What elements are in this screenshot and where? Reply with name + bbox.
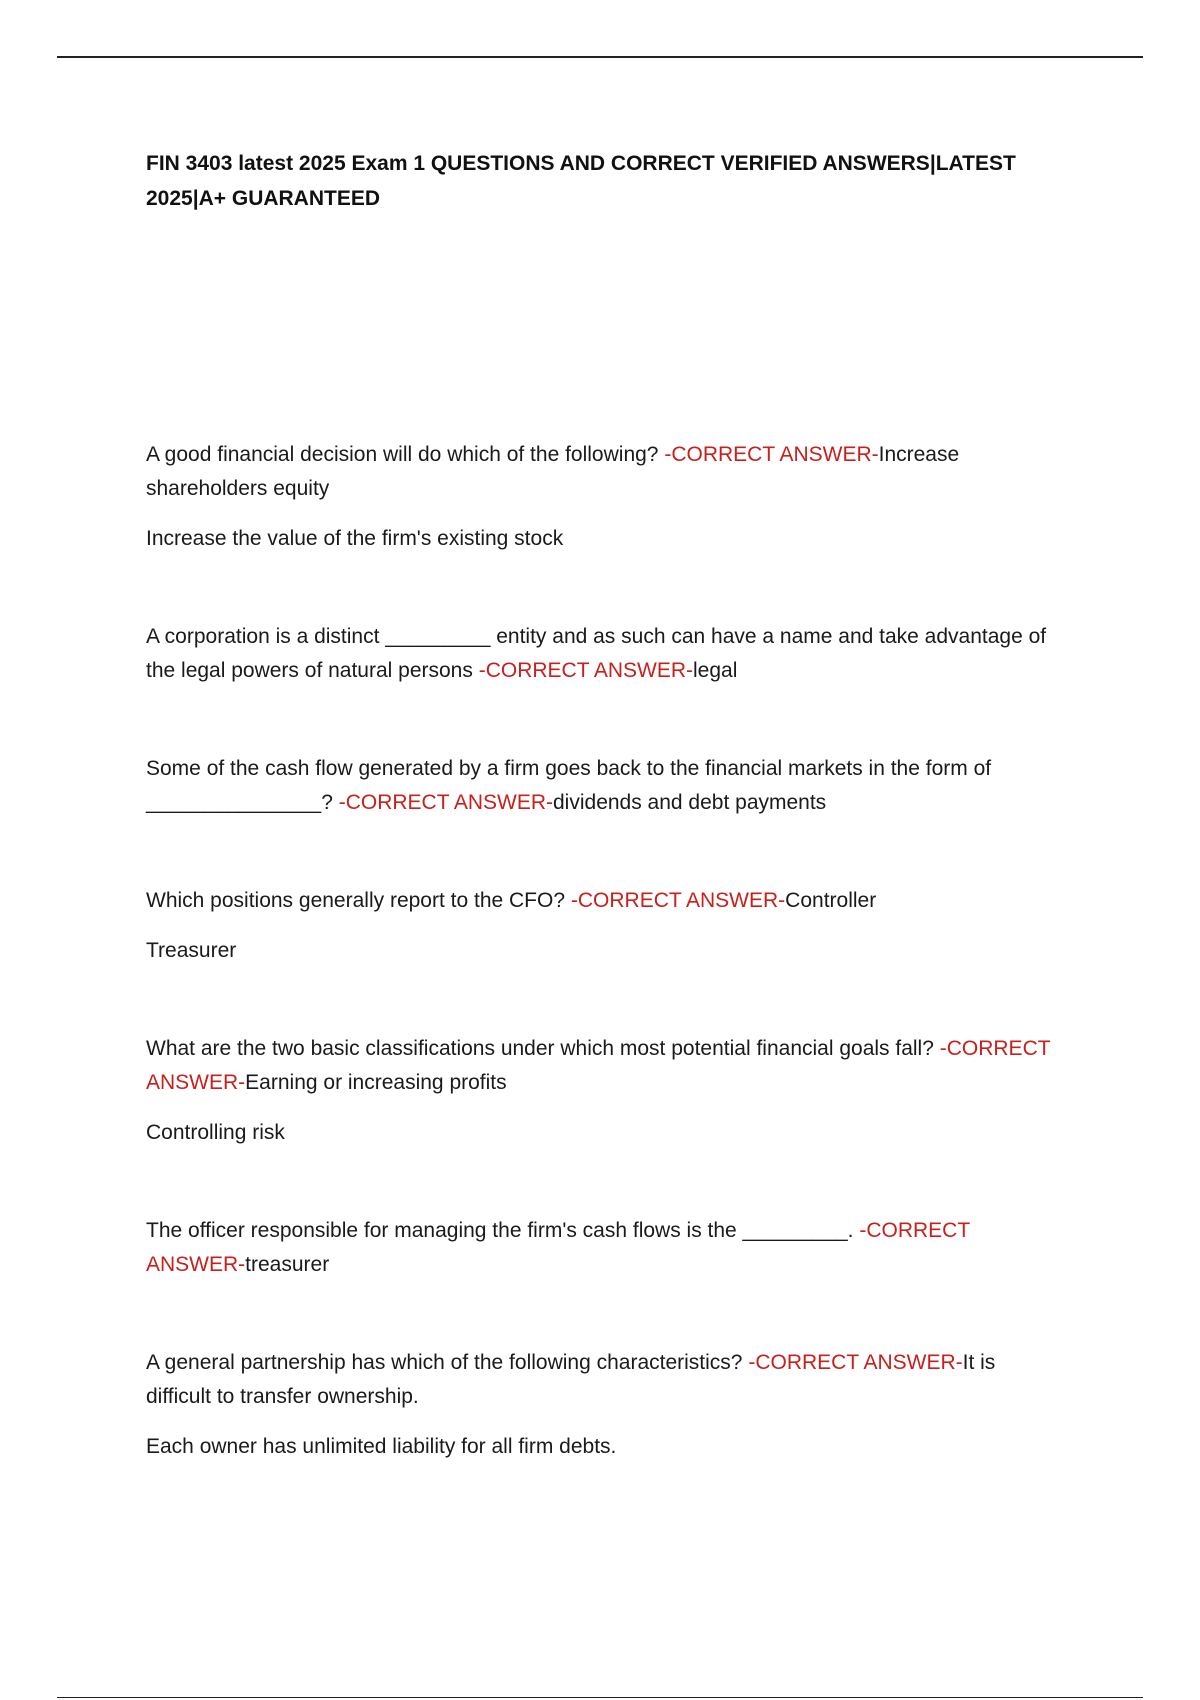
qa-question-line (146, 1346, 1066, 1414)
top-rule (57, 56, 1143, 58)
qa-item (146, 1032, 1066, 1150)
qa-item (146, 1214, 1066, 1282)
document-body (146, 146, 1066, 1528)
answer-text: legal (693, 659, 738, 682)
question-text: What are the two basic classifications under which most potential financial goals fall? (146, 1037, 940, 1060)
answer-text: Controller (785, 889, 877, 912)
answer-extra-line: Each owner has unlimited liability for all firm debts. (146, 1435, 617, 1458)
correct-answer-tag: -CORRECT ANSWER- (146, 1219, 970, 1276)
answer-text: Earning or increasing profits (245, 1071, 507, 1094)
correct-answer-tag: -CORRECT ANSWER- (664, 443, 879, 466)
question-text: Some of the cash flow generated by a firm goes back to the financial markets in the form of _______________? (146, 757, 992, 814)
bottom-rule (57, 1697, 1143, 1698)
answer-extra-line: Increase the value of the firm's existing stock (146, 527, 564, 550)
document-title: FIN 3403 latest 2025 Exam 1 QUESTIONS AND CORRECT VERIFIED ANSWERS|LATEST 2025|A+ GUARANTEED (146, 152, 1016, 210)
answer-extra-line: Treasurer (146, 939, 237, 962)
question-text: Which positions generally report to the CFO? (146, 889, 571, 912)
correct-answer-tag: -CORRECT ANSWER- (338, 791, 553, 814)
answer-extra-line: Controlling risk (146, 1121, 285, 1144)
correct-answer-tag: -CORRECT ANSWER- (478, 659, 693, 682)
correct-answer-tag: -CORRECT ANSWER- (748, 1351, 963, 1374)
correct-answer-tag: -CORRECT ANSWER- (146, 1037, 1051, 1094)
qa-question-line (146, 884, 1066, 918)
qa-list (146, 438, 1066, 1464)
qa-item (146, 884, 1066, 968)
qa-question-line (146, 1214, 1066, 1282)
question-text: A good financial decision will do which of the following? (146, 443, 665, 466)
qa-item (146, 752, 1066, 820)
answer-text: treasurer (245, 1253, 330, 1276)
correct-answer-tag: -CORRECT ANSWER- (570, 889, 786, 912)
answer-text: It is difficult to transfer ownership. (146, 1351, 996, 1408)
answer-text: Increase shareholders equity (146, 443, 960, 500)
question-text: The officer responsible for managing the firm's cash flows is the _________. (146, 1219, 860, 1242)
question-text: A general partnership has which of the following characteristics? (146, 1351, 749, 1374)
qa-question-line (146, 752, 1066, 820)
question-text: A corporation is a distinct _________ entity and as such can have a name and take advantage of the legal powers of natural persons (146, 625, 1047, 682)
answer-text: dividends and debt payments (553, 791, 827, 814)
qa-question-line (146, 620, 1066, 688)
qa-item (146, 438, 1066, 556)
qa-item (146, 1346, 1066, 1464)
qa-question-line (146, 1032, 1066, 1100)
qa-item (146, 620, 1066, 688)
qa-question-line (146, 438, 1066, 506)
